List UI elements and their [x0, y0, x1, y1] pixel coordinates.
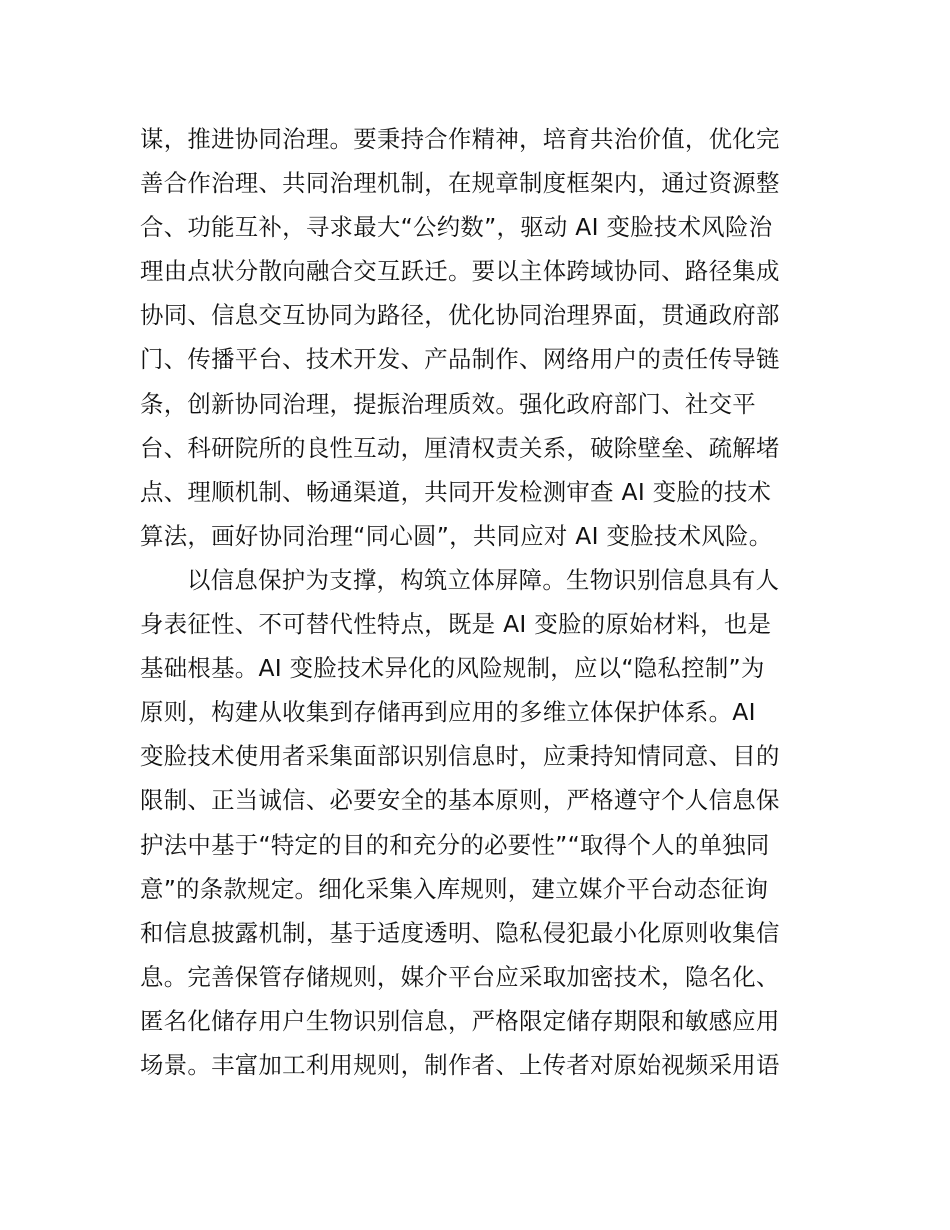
- text-line: 算法，画好协同治理“同心圆”，共同应对 AI 变脸技术风险。: [140, 521, 773, 550]
- text-line: 基础根基。AI 变脸技术异化的风险规制，应以“隐私控制”为: [140, 654, 765, 683]
- text-line: 门、传播平台、技术开发、产品制作、网络用户的责任传导链: [140, 345, 780, 374]
- text-line: 理由点状分散向融合交互跃迁。要以主体跨域协同、路径集成: [140, 257, 780, 286]
- text-line: 意”的条款规定。细化采集入库规则，建立媒介平台动态征询: [140, 874, 769, 903]
- text-line: 变脸技术使用者采集面部识别信息时，应秉持知情同意、目的: [140, 742, 780, 771]
- paragraph-information-protection: [140, 558, 815, 1087]
- text-line: 限制、正当诚信、必要安全的基本原则，严格遵守个人信息保: [140, 786, 780, 815]
- text-line: 条，创新协同治理，提振治理质效。强化政府部门、社交平: [140, 389, 756, 418]
- text-line: 护法中基于“特定的目的和充分的必要性”“取得个人的单独同: [140, 830, 770, 859]
- text-line: 匿名化储存用户生物识别信息，严格限定储存期限和敏感应用: [140, 1006, 780, 1035]
- text-line: 点、理顺机制、畅通渠道，共同开发检测审查 AI 变脸的技术: [140, 477, 772, 506]
- text-line: 谋，推进协同治理。要秉持合作精神，培育共治价值，优化完: [140, 125, 780, 153]
- text-line: 合、功能互补，寻求最大“公约数”，驱动 AI 变脸技术风险治: [140, 213, 773, 242]
- text-line: 原则，构建从收集到存储再到应用的多维立体保护体系。AI: [140, 698, 756, 727]
- text-line: 协同、信息交互协同为路径，优化协同治理界面，贯通政府部: [140, 301, 780, 330]
- text-line: 和信息披露机制，基于适度透明、隐私侵犯最小化原则收集信: [140, 918, 780, 947]
- text-line: 身表征性、不可替代性特点，既是 AI 变脸的原始材料，也是: [140, 610, 772, 639]
- text-line: 善合作治理、共同治理机制，在规章制度框架内，通过资源整: [140, 169, 780, 198]
- text-line-first: 以信息保护为支撑，构筑立体屏障。生物识别信息具有人: [187, 565, 780, 594]
- text-line: 息。完善保管存储规则，媒介平台应采取加密技术，隐名化、: [140, 962, 780, 991]
- paragraph-collaborative-governance: [140, 117, 815, 558]
- document-body: [140, 117, 815, 1087]
- text-line: 场景。丰富加工利用规则，制作者、上传者对原始视频采用语: [140, 1050, 780, 1079]
- text-line: 台、科研院所的良性互动，厘清权责关系，破除壁垒、疏解堵: [140, 433, 780, 462]
